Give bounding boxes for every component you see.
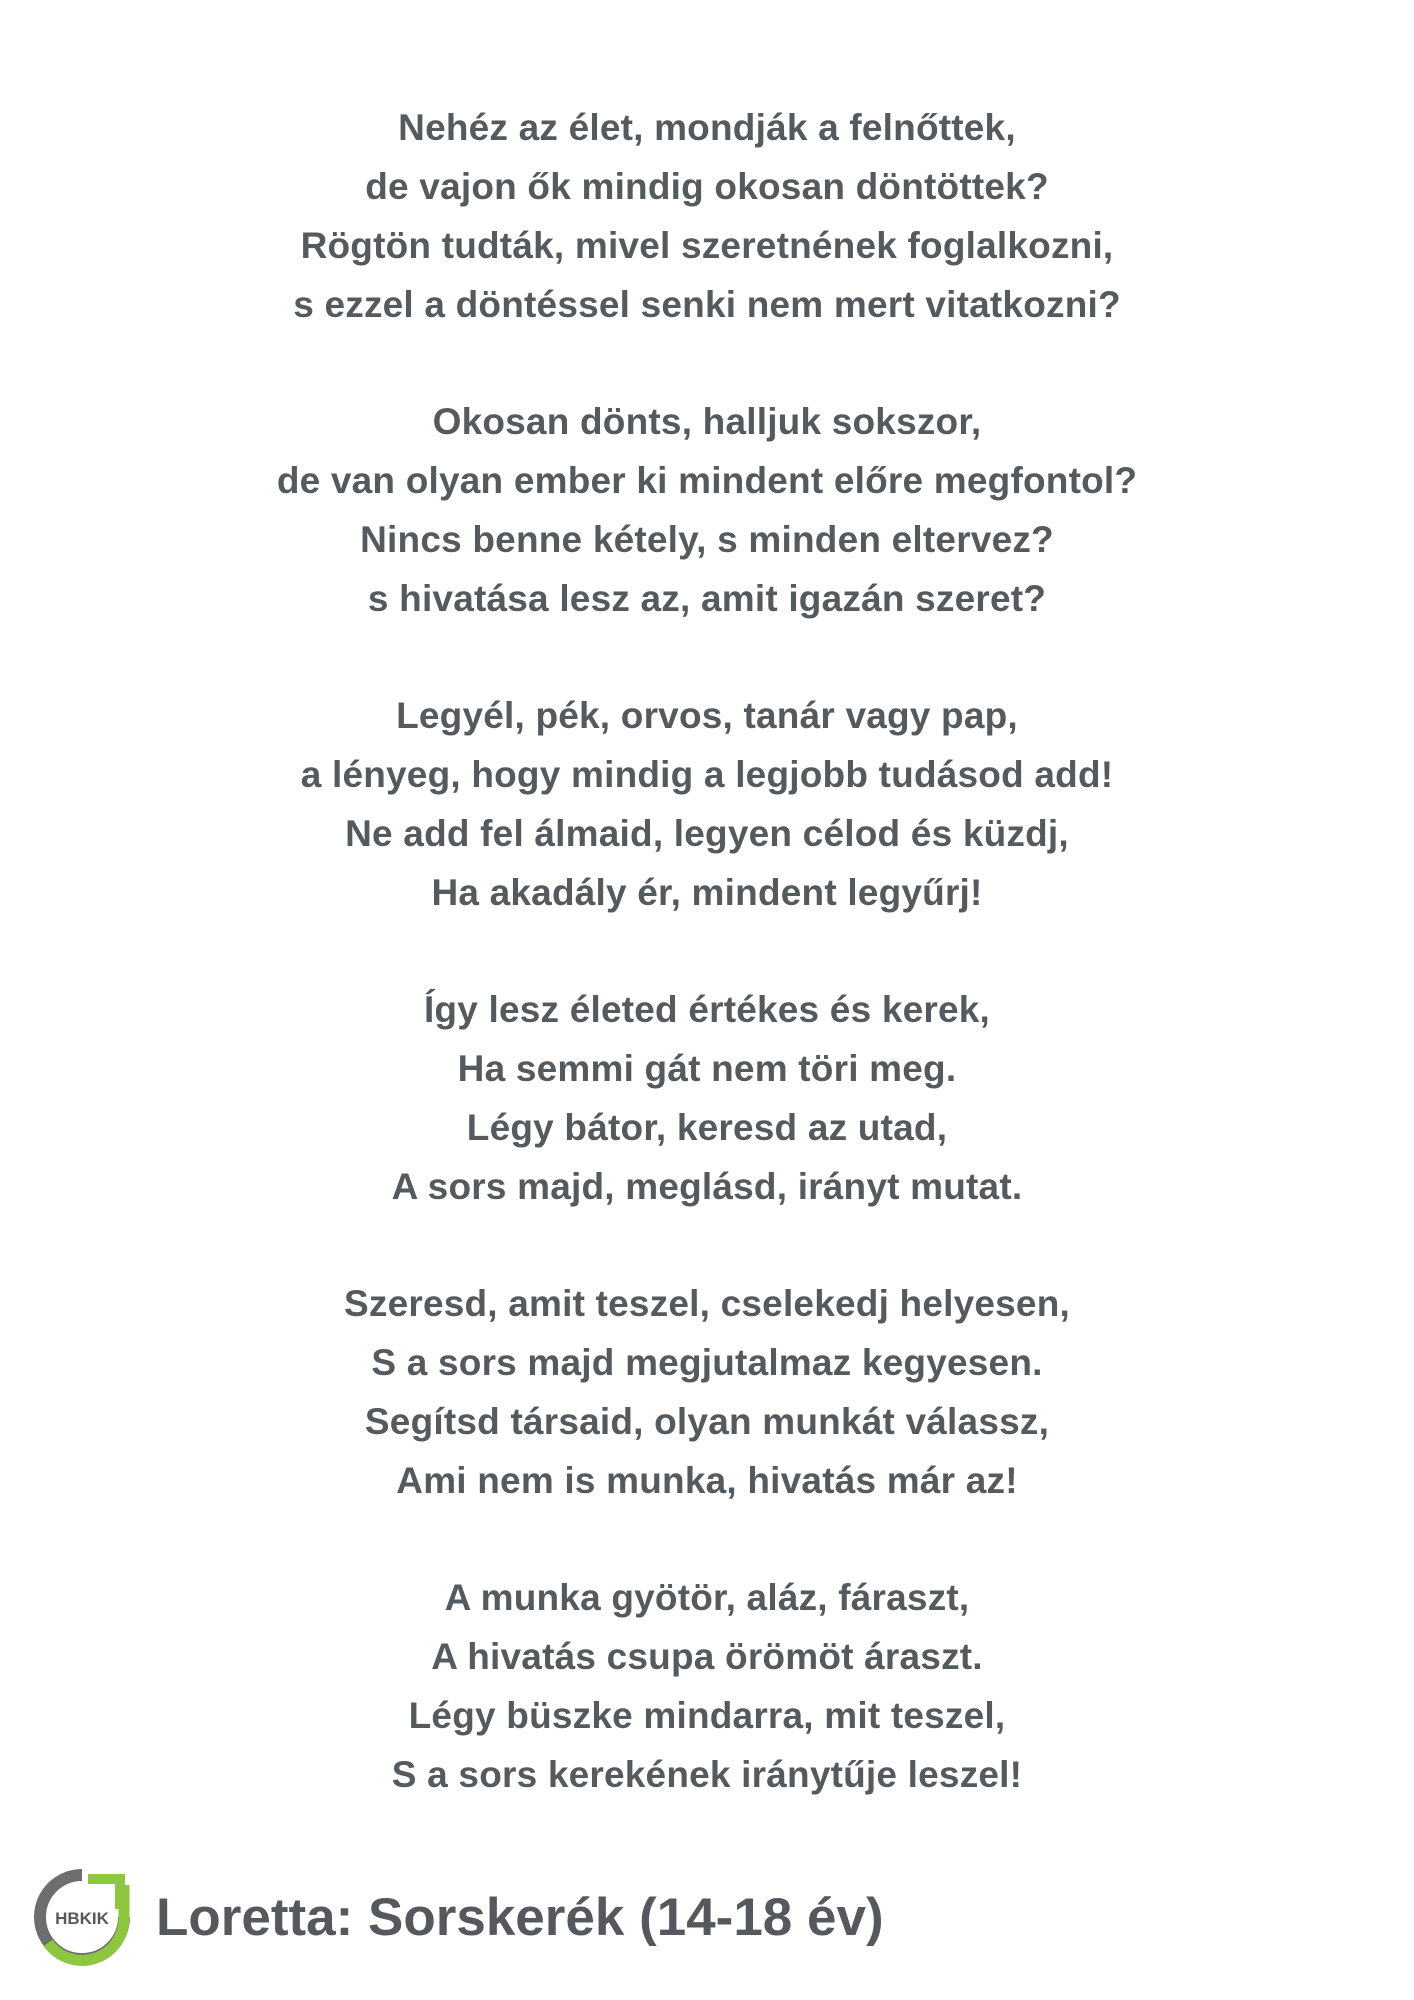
stanza-1 bbox=[0, 98, 1414, 334]
poem-line: Legyél, pék, orvos, tanár vagy pap, bbox=[396, 695, 1018, 736]
stanza-3 bbox=[0, 686, 1414, 922]
poem-line: Ne add fel álmaid, legyen célod és küzdj, bbox=[345, 813, 1069, 854]
stanza-2 bbox=[0, 392, 1414, 628]
poem-line: Ha akadály ér, mindent legyűrj! bbox=[431, 872, 983, 913]
poem-line: A sors majd, meglásd, irányt mutat. bbox=[391, 1166, 1023, 1207]
poem-line: Ami nem is munka, hivatás már az! bbox=[396, 1460, 1018, 1501]
poem-line: Segítsd társaid, olyan munkát válassz, bbox=[364, 1401, 1050, 1442]
logo-text: HBKIK bbox=[55, 1909, 109, 1928]
poem-line: de van olyan ember ki mindent előre megfontol? bbox=[276, 460, 1138, 501]
poem-line: Nincs benne kétely, s minden eltervez? bbox=[360, 519, 1054, 560]
poem-line: s hivatása lesz az, amit igazán szeret? bbox=[367, 578, 1047, 619]
stanza-6 bbox=[0, 1568, 1414, 1804]
stanza-4 bbox=[0, 980, 1414, 1216]
poem-title: Loretta: Sorskerék (14-18 év) bbox=[156, 1887, 884, 1947]
poem-line: de vajon ők mindig okosan döntöttek? bbox=[365, 166, 1049, 207]
poem bbox=[0, 98, 1414, 1862]
poem-line: Rögtön tudták, mivel szeretnének foglalkozni, bbox=[300, 225, 1114, 266]
poem-line: Légy bátor, keresd az utad, bbox=[466, 1107, 948, 1148]
logo-green-bracket bbox=[88, 1879, 120, 1909]
poem-line: Nehéz az élet, mondják a felnőttek, bbox=[398, 107, 1016, 148]
poem-line: Ha semmi gát nem töri meg. bbox=[457, 1048, 957, 1089]
poem-line: S a sors kerekének iránytűje leszel! bbox=[391, 1754, 1023, 1795]
footer bbox=[30, 1862, 884, 1972]
poem-line: Így lesz életed értékes és kerek, bbox=[423, 989, 991, 1030]
poem-line: S a sors majd megjutalmaz kegyesen. bbox=[371, 1342, 1043, 1383]
poem-line: Szeresd, amit teszel, cselekedj helyesen, bbox=[344, 1283, 1070, 1324]
poem-line: A munka gyötör, aláz, fáraszt, bbox=[444, 1577, 970, 1618]
poem-line: Légy büszke mindarra, mit teszel, bbox=[408, 1695, 1006, 1736]
poem-line: A hivatás csupa örömöt áraszt. bbox=[431, 1636, 983, 1677]
hbkik-logo bbox=[30, 1865, 134, 1969]
poem-line: a lényeg, hogy mindig a legjobb tudásod add! bbox=[300, 754, 1114, 795]
poem-line: Okosan dönts, halljuk sokszor, bbox=[432, 401, 982, 442]
stanza-5 bbox=[0, 1274, 1414, 1510]
poem-line: s ezzel a döntéssel senki nem mert vitatkozni? bbox=[293, 284, 1121, 325]
